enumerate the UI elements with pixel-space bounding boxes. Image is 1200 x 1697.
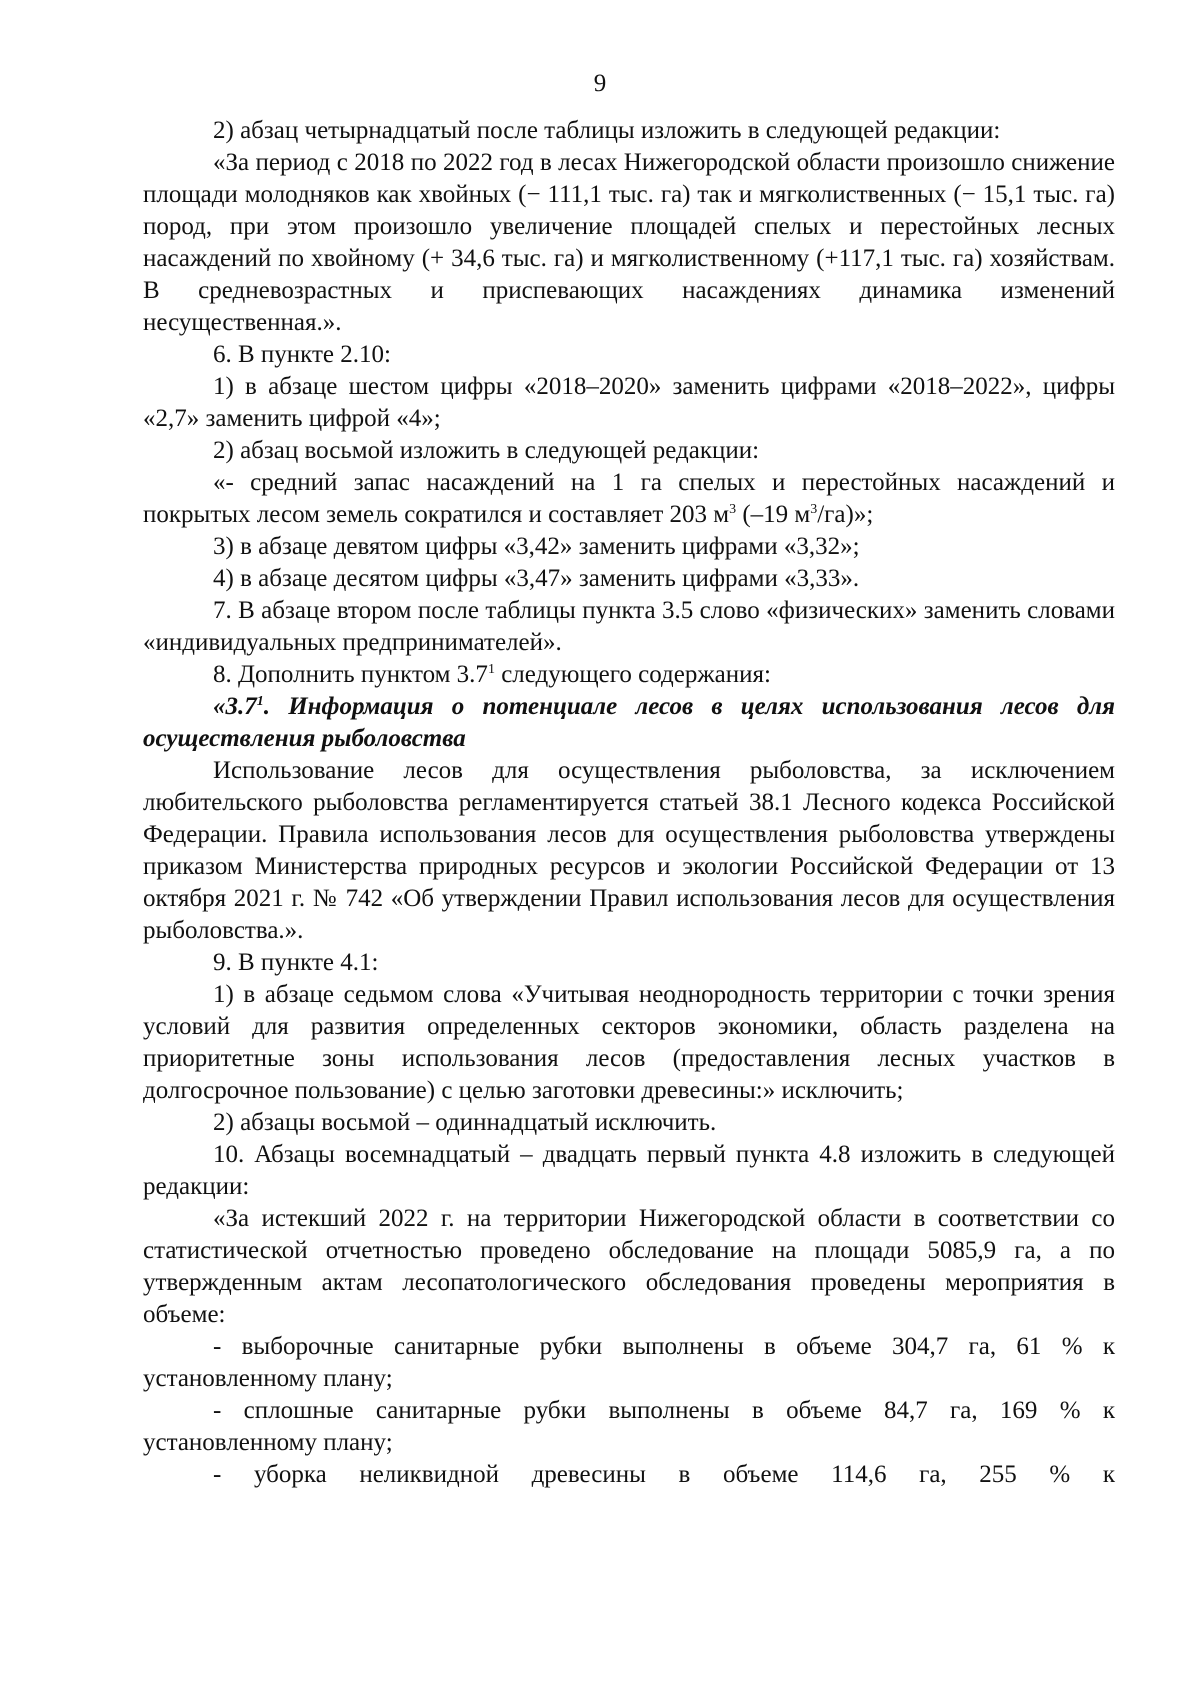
superscript: 3	[729, 502, 737, 517]
paragraph: - выборочные санитарные рубки выполнены в объеме 304,7 га, 61 % к установленному плану;	[143, 1333, 1115, 1392]
text-run: «3.7	[213, 693, 257, 720]
paragraph: 1) в абзаце шестом цифры «2018–2020» заменить цифрами «2018–2022», цифры «2,7» заменить цифрой «4»;	[143, 373, 1115, 432]
paragraph: 2) абзац восьмой изложить в следующей редакции:	[213, 437, 760, 464]
paragraph: 4) в абзаце десятом цифры «3,47» заменить цифрами «3,33».	[213, 565, 860, 592]
paragraph: Использование лесов для осуществления рыболовства, за исключением любительского рыболовства регламентируется статьей 38.1 Лесного кодекса Российской Федерации. Правила использования лесов для осуществления рыболовства утверждены приказом Министерства природных ресурсов и экологии Российской Федерации от 13 октября 2021 г. № 742 «Об утверждении Правил использования лесов для осуществления рыболовства.».	[143, 757, 1115, 944]
paragraph: 10. Абзацы восемнадцатый – двадцать первый пункта 4.8 изложить в следующей редакции:	[143, 1141, 1115, 1200]
paragraph: - уборка неликвидной древесины в объеме 114,6 га, 255 % к	[213, 1461, 1115, 1488]
paragraph: - сплошные санитарные рубки выполнены в объеме 84,7 га, 169 % к установленному плану;	[143, 1397, 1115, 1456]
paragraph: «За истекший 2022 г. на территории Нижегородской области в соответствии со статистической отчетностью проведено обследование на площади 5085,9 га, а по утвержденным актам лесопатологического обследования проведены мероприятия в объеме:	[143, 1205, 1115, 1328]
paragraph	[143, 659, 1115, 691]
text-run: следующего содержания:	[494, 661, 771, 688]
page-number: 9	[593, 70, 607, 97]
superscript: 1	[256, 694, 264, 709]
superscript: 1	[487, 662, 495, 677]
text-run: /га)»;	[817, 501, 874, 528]
text-run: (–19 м	[736, 501, 811, 528]
paragraph: 3) в абзаце девятом цифры «3,42» заменить цифрами «3,32»;	[213, 533, 860, 560]
paragraph: 9. В пункте 4.1:	[213, 949, 379, 976]
superscript: 3	[810, 502, 818, 517]
paragraph: «За период с 2018 по 2022 год в лесах Нижегородской области произошло снижение площади молодняков как хвойных (− 111,1 тыс. га) так и мягколиственных (− 15,1 тыс. га) пород, при этом произошло увеличение площадей спелых и перестойных лесных насаждений по хвойному (+ 34,6 тыс. га) и мягколиственному (+117,1 тыс. га) хозяйствам. В средневозрастных и приспевающих насаждениях динамика изменений несущественная.».	[143, 149, 1115, 336]
paragraph: 7. В абзаце втором после таблицы пункта 3.5 слово «физических» заменить словами «индивидуальных предпринимателей».	[143, 597, 1115, 656]
paragraph: 2) абзац четырнадцатый после таблицы изложить в следующей редакции:	[213, 117, 1001, 144]
section-heading	[143, 691, 1115, 755]
text-run: «- средний запас насаждений на 1 га спелых и перестойных насаждений и покрытых лесом земель сократился и составляет 203 м	[143, 469, 1115, 528]
paragraph: 2) абзацы восьмой – одиннадцатый исключить.	[213, 1109, 717, 1136]
paragraph: 1) в абзаце седьмом слова «Учитывая неоднородность территории с точки зрения условий для развития определенных секторов экономики, область разделена на приоритетные зоны использования лесов (предоставления лесных участков в долгосрочное пользование) с целью заготовки древесины:» исключить;	[143, 981, 1115, 1104]
paragraph: 6. В пункте 2.10:	[213, 341, 391, 368]
text-run: 8. Дополнить пунктом 3.7	[213, 661, 488, 688]
paragraph	[143, 467, 1115, 531]
text-run: . Информация о потенциале лесов в целях использования лесов для осуществления рыболовства	[143, 693, 1115, 752]
document-body	[143, 115, 1115, 1491]
